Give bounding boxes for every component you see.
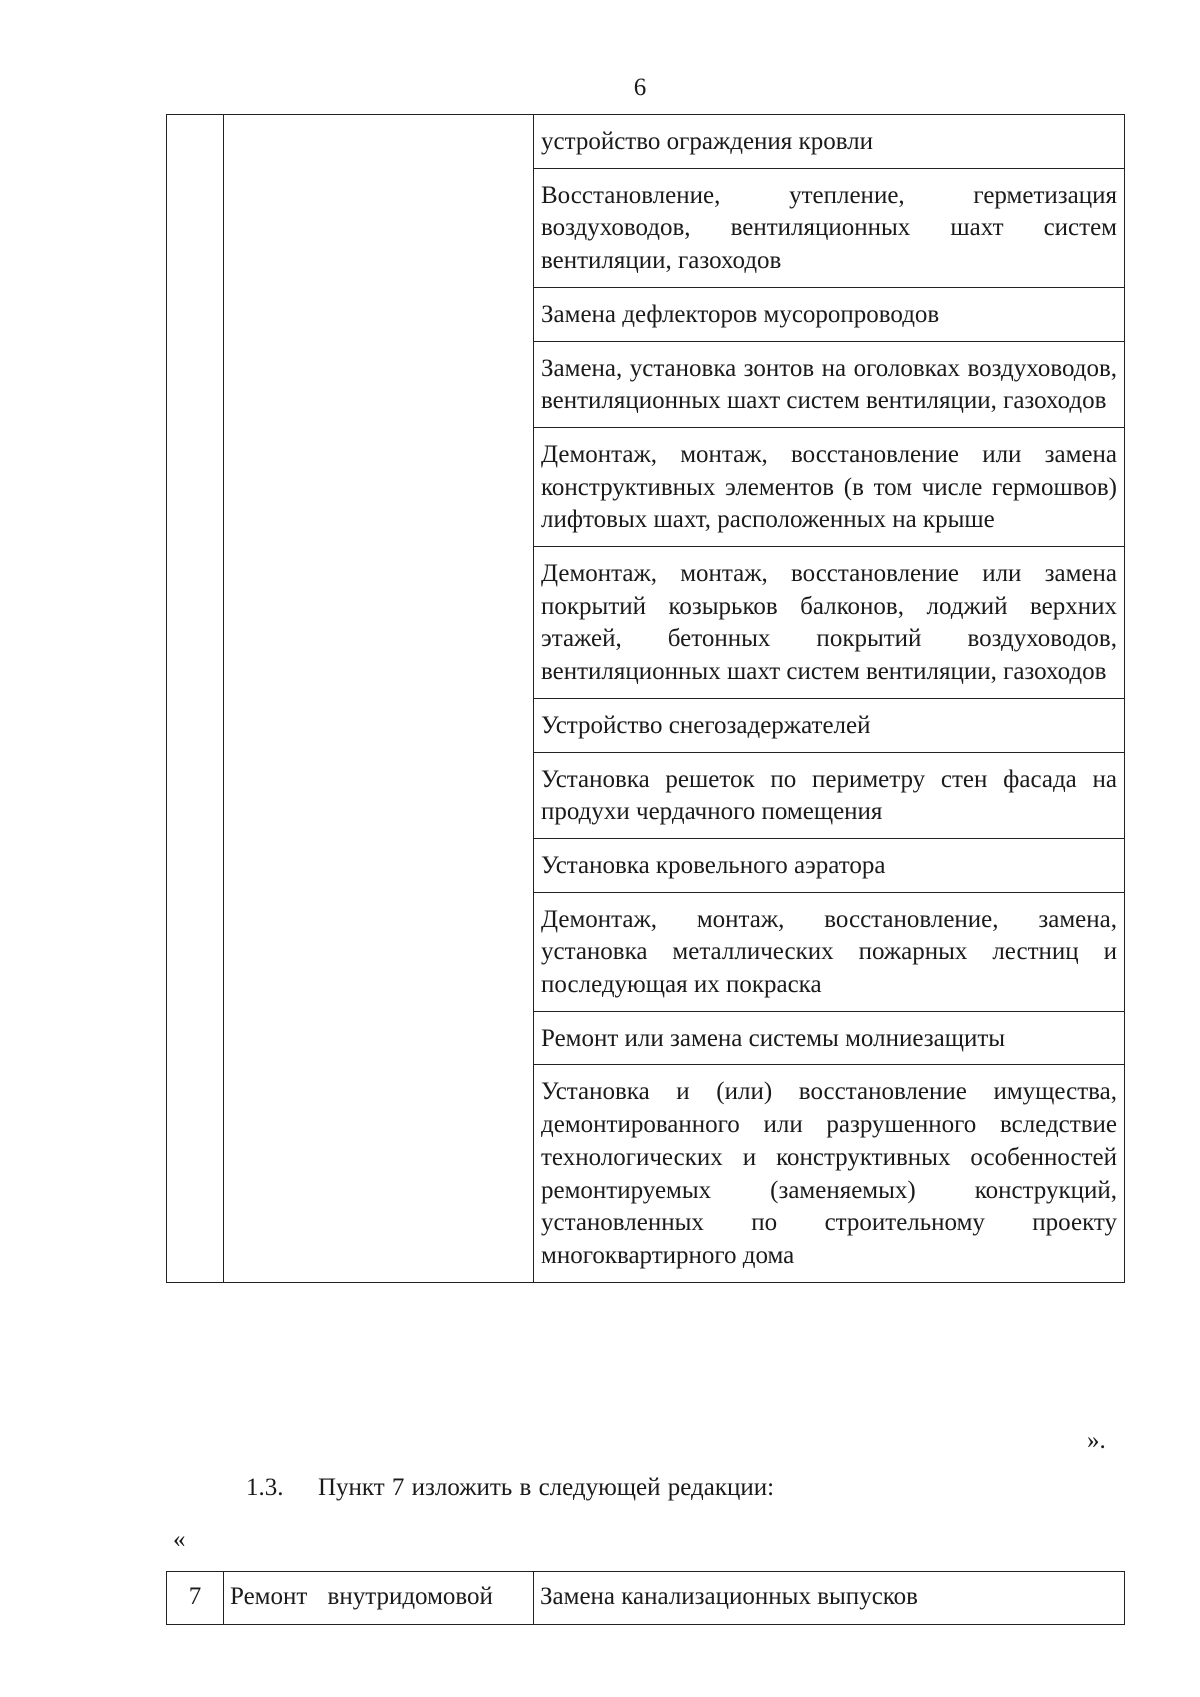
opening-quote: « — [173, 1526, 186, 1553]
number-cell — [167, 115, 224, 1283]
work-description-cell: Замена дефлекторов мусоропроводов — [534, 287, 1125, 341]
work-description-cell: Ремонт или замена системы молниезащиты — [534, 1011, 1125, 1065]
works-table — [166, 114, 1125, 1283]
work-description-cell: устройство ограждения кровли — [534, 115, 1125, 169]
table-row — [167, 115, 1125, 169]
work-description-cell: Восстановление, утепление, герметизация воздуховодов, вентиляционных шахт систем вентиляции, газоходов — [534, 168, 1125, 287]
page-number: 6 — [633, 74, 647, 101]
amendment-paragraph — [246, 1474, 774, 1502]
work-description-cell: Установка и (или) восстановление имущества, демонтированного или разрушенного вследствие технологических и конструктивных особенностей ремонтируемых (заменяемых) конструкций, установленных по строительному проекту многоквартирного дома — [534, 1065, 1125, 1282]
item-description-cell: Замена канализационных выпусков — [534, 1572, 1125, 1625]
closing-quote: ». — [1087, 1427, 1106, 1454]
work-description-cell: Устройство снегозадержателей — [534, 698, 1125, 752]
work-description-cell: Установка решеток по периметру стен фасада на продухи чердачного помещения — [534, 752, 1125, 838]
item-number-cell: 7 — [167, 1572, 224, 1625]
item-7-table — [166, 1571, 1125, 1625]
paragraph-number: 1.3. — [246, 1474, 284, 1501]
table-row — [167, 1572, 1125, 1625]
work-description-cell: Установка кровельного аэратора — [534, 838, 1125, 892]
work-description-cell: Замена, установка зонтов на оголовках воздуховодов, вентиляционных шахт систем вентиляции, газоходов — [534, 341, 1125, 427]
paragraph-text: Пункт 7 изложить в следующей редакции: — [318, 1474, 775, 1501]
work-description-cell: Демонтаж, монтаж, восстановление или замена конструктивных элементов (в том числе гермошвов) лифтовых шахт, расположенных на крыше — [534, 427, 1125, 546]
work-description-cell: Демонтаж, монтаж, восстановление, замена, установка металлических пожарных лестниц и последующая их покраска — [534, 892, 1125, 1011]
work-description-cell: Демонтаж, монтаж, восстановление или замена покрытий козырьков балконов, лоджий верхних этажей, бетонных покрытий воздуховодов, вентиляционных шахт систем вентиляции, газоходов — [534, 547, 1125, 699]
work-type-cell: Ремонт внутридомовой — [224, 1572, 534, 1625]
work-type-cell — [224, 115, 534, 1283]
